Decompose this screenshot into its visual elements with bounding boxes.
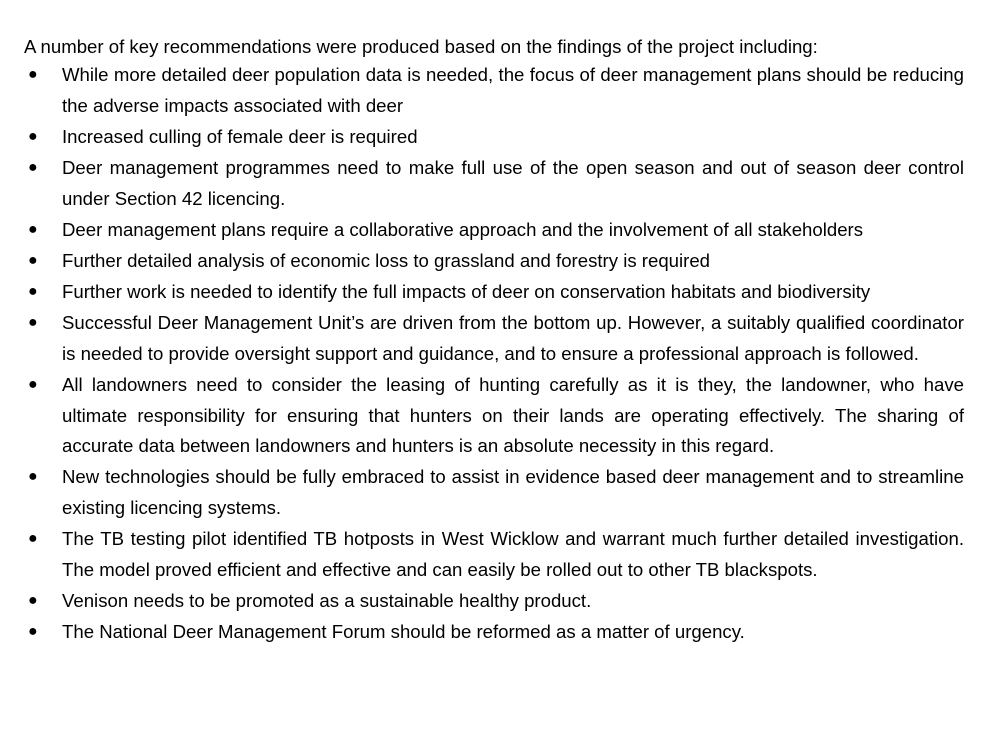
recommendation-text: The TB testing pilot identified TB hotposts in West Wicklow and warrant much further detailed investigation. The model proved efficient and effective and can easily be rolled out to other TB blackspots. [62, 528, 964, 580]
recommendation-item [0, 60, 964, 121]
bullet-icon: ● [28, 66, 38, 83]
bullet-icon: ● [28, 376, 38, 394]
bullet-icon: ● [28, 220, 38, 238]
bullet-icon: ● [28, 468, 38, 486]
recommendation-item [0, 215, 964, 246]
recommendation-item [0, 308, 964, 369]
bullet-icon: ● [28, 592, 38, 610]
recommendation-text: New technologies should be fully embraced to assist in evidence based deer management and to streamline existing licencing systems. [62, 466, 964, 519]
recommendation-item [0, 462, 964, 523]
bullet-icon: ● [28, 623, 38, 641]
recommendation-item [0, 617, 964, 648]
recommendation-text: Venison needs to be promoted as a sustainable healthy product. [62, 590, 592, 612]
recommendation-item [0, 277, 964, 308]
bullet-icon: ● [28, 251, 38, 269]
recommendation-text: Further detailed analysis of economic loss to grassland and forestry is required [62, 249, 711, 271]
recommendation-text: All landowners need to consider the leasing of hunting carefully as it is they, the landowner, who have ultimate responsibility for ensuring that hunters on their lands are operating effectively. The sharing of accurate data between landowners and hunters is an absolute necessity in this regard. [62, 374, 964, 457]
bullet-icon: ● [28, 127, 38, 145]
recommendation-item [0, 524, 964, 585]
recommendation-text: Deer management plans require a collaborative approach and the involvement of all stakeholders [62, 218, 864, 240]
recommendation-item [0, 586, 964, 617]
bullet-icon: ● [28, 158, 38, 176]
recommendation-item [0, 370, 964, 462]
recommendation-text: The National Deer Management Forum should be reformed as a matter of urgency. [62, 621, 745, 643]
recommendations-list [0, 60, 1008, 648]
recommendation-item [0, 122, 964, 153]
bullet-icon: ● [28, 283, 38, 301]
recommendation-text: Further work is needed to identify the full impacts of deer on conservation habitats and biodiversity [62, 281, 871, 303]
bullet-icon: ● [28, 314, 38, 332]
recommendation-item [0, 246, 964, 277]
intro-paragraph: A number of key recommendations were produced based on the findings of the project including: [24, 35, 818, 57]
recommendation-text: Successful Deer Management Unit’s are driven from the bottom up. However, a suitably qualified coordinator is needed to provide oversight support and guidance, and to ensure a professional approach is followed. [62, 312, 964, 364]
recommendation-item [0, 153, 964, 214]
recommendation-text: While more detailed deer population data is needed, the focus of deer management plans should be reducing the adverse impacts associated with deer [62, 64, 964, 116]
bullet-icon: ● [28, 530, 38, 548]
recommendation-text: Deer management programmes need to make full use of the open season and out of season deer control under Section 42 licencing. [62, 156, 964, 209]
recommendation-text: Increased culling of female deer is required [62, 125, 418, 147]
